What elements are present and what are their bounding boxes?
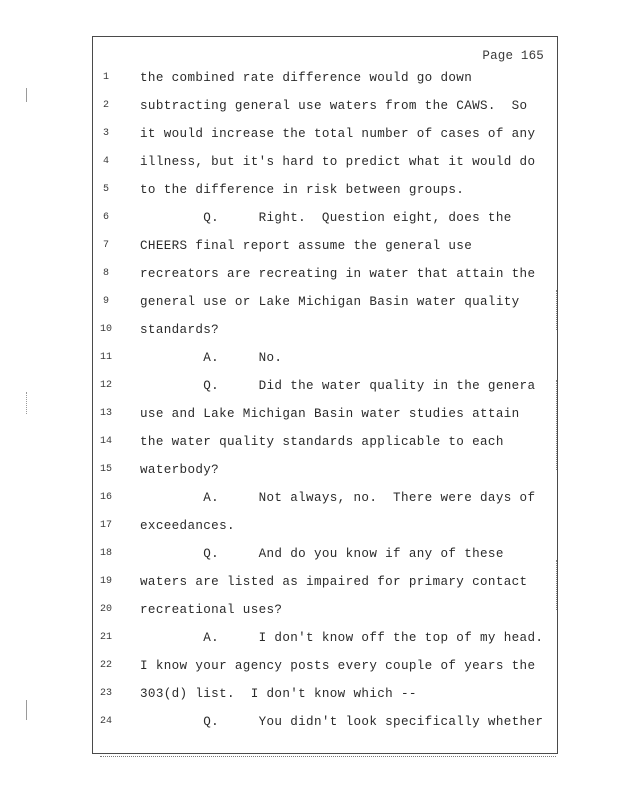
line-text: A. I don't know off the top of my head. — [140, 631, 544, 645]
transcript-line — [0, 629, 618, 651]
line-number: 6 — [102, 212, 109, 223]
line-text: use and Lake Michigan Basin water studies attain — [140, 407, 520, 421]
transcript-line — [0, 181, 618, 203]
line-text: it would increase the total number of cases of any — [140, 127, 536, 141]
transcript-line — [0, 461, 618, 483]
scan-artifact — [26, 700, 33, 720]
transcript-line — [0, 573, 618, 595]
scan-artifact — [556, 380, 559, 470]
transcript-line — [0, 377, 618, 399]
line-number: 4 — [102, 156, 109, 167]
line-number: 19 — [99, 576, 112, 587]
line-number: 10 — [99, 324, 112, 335]
scan-artifact — [26, 392, 33, 414]
line-text: Q. Did the water quality in the genera — [140, 379, 536, 393]
transcript-line — [0, 69, 618, 91]
scan-artifact — [556, 290, 559, 330]
line-text: waters are listed as impaired for primary contact — [140, 575, 528, 589]
line-number: 23 — [99, 688, 112, 699]
line-number: 11 — [99, 352, 112, 363]
line-number: 18 — [99, 548, 112, 559]
line-text: exceedances. — [140, 519, 235, 533]
page-number: Page 165 — [482, 49, 544, 63]
line-text: Q. Right. Question eight, does the — [140, 211, 512, 225]
transcript-line — [0, 293, 618, 315]
line-number: 9 — [102, 296, 109, 307]
line-number: 24 — [99, 716, 112, 727]
line-text: CHEERS final report assume the general use — [140, 239, 473, 253]
line-text: Q. You didn't look specifically whether — [140, 715, 544, 729]
line-number: 15 — [99, 464, 112, 475]
transcript-line — [0, 265, 618, 287]
line-text: recreational uses? — [140, 603, 283, 617]
line-text: recreators are recreating in water that attain the — [140, 267, 536, 281]
scan-artifact — [26, 88, 33, 102]
line-text: subtracting general use waters from the CAWS. So — [140, 99, 528, 113]
scan-artifact — [100, 756, 556, 760]
line-text: illness, but it's hard to predict what it would do — [140, 155, 536, 169]
transcript-line — [0, 97, 618, 119]
transcript-line — [0, 517, 618, 539]
line-number: 5 — [102, 184, 109, 195]
line-number: 7 — [102, 240, 109, 251]
line-number: 1 — [102, 72, 109, 83]
line-text: the water quality standards applicable to each — [140, 435, 504, 449]
transcript-line — [0, 433, 618, 455]
line-number: 2 — [102, 100, 109, 111]
transcript-line — [0, 601, 618, 623]
transcript-line — [0, 209, 618, 231]
scan-artifact — [556, 560, 559, 610]
line-text: standards? — [140, 323, 220, 337]
transcript-line — [0, 713, 618, 735]
line-text: waterbody? — [140, 463, 220, 477]
line-number: 13 — [99, 408, 112, 419]
line-number: 22 — [99, 660, 112, 671]
line-text: I know your agency posts every couple of years the — [140, 659, 536, 673]
line-number: 8 — [102, 268, 109, 279]
line-text: to the difference in risk between groups. — [140, 183, 465, 197]
transcript-line — [0, 125, 618, 147]
transcript-line — [0, 321, 618, 343]
transcript-line — [0, 489, 618, 511]
line-number: 21 — [99, 632, 112, 643]
line-text: the combined rate difference would go down — [140, 71, 473, 85]
line-text: Q. And do you know if any of these — [140, 547, 504, 561]
line-text: A. No. — [140, 351, 283, 365]
transcript-line — [0, 405, 618, 427]
transcript-line — [0, 237, 618, 259]
transcript-line — [0, 545, 618, 567]
line-number: 14 — [99, 436, 112, 447]
line-number: 12 — [99, 380, 112, 391]
line-text: 303(d) list. I don't know which -- — [140, 687, 417, 701]
transcript-line — [0, 153, 618, 175]
transcript-line — [0, 685, 618, 707]
line-number: 3 — [102, 128, 109, 139]
line-text: general use or Lake Michigan Basin water quality — [140, 295, 520, 309]
transcript-line — [0, 349, 618, 371]
line-number: 16 — [99, 492, 112, 503]
line-text: A. Not always, no. There were days of — [140, 491, 536, 505]
line-number: 20 — [99, 604, 112, 615]
transcript-line — [0, 657, 618, 679]
line-number: 17 — [99, 520, 112, 531]
